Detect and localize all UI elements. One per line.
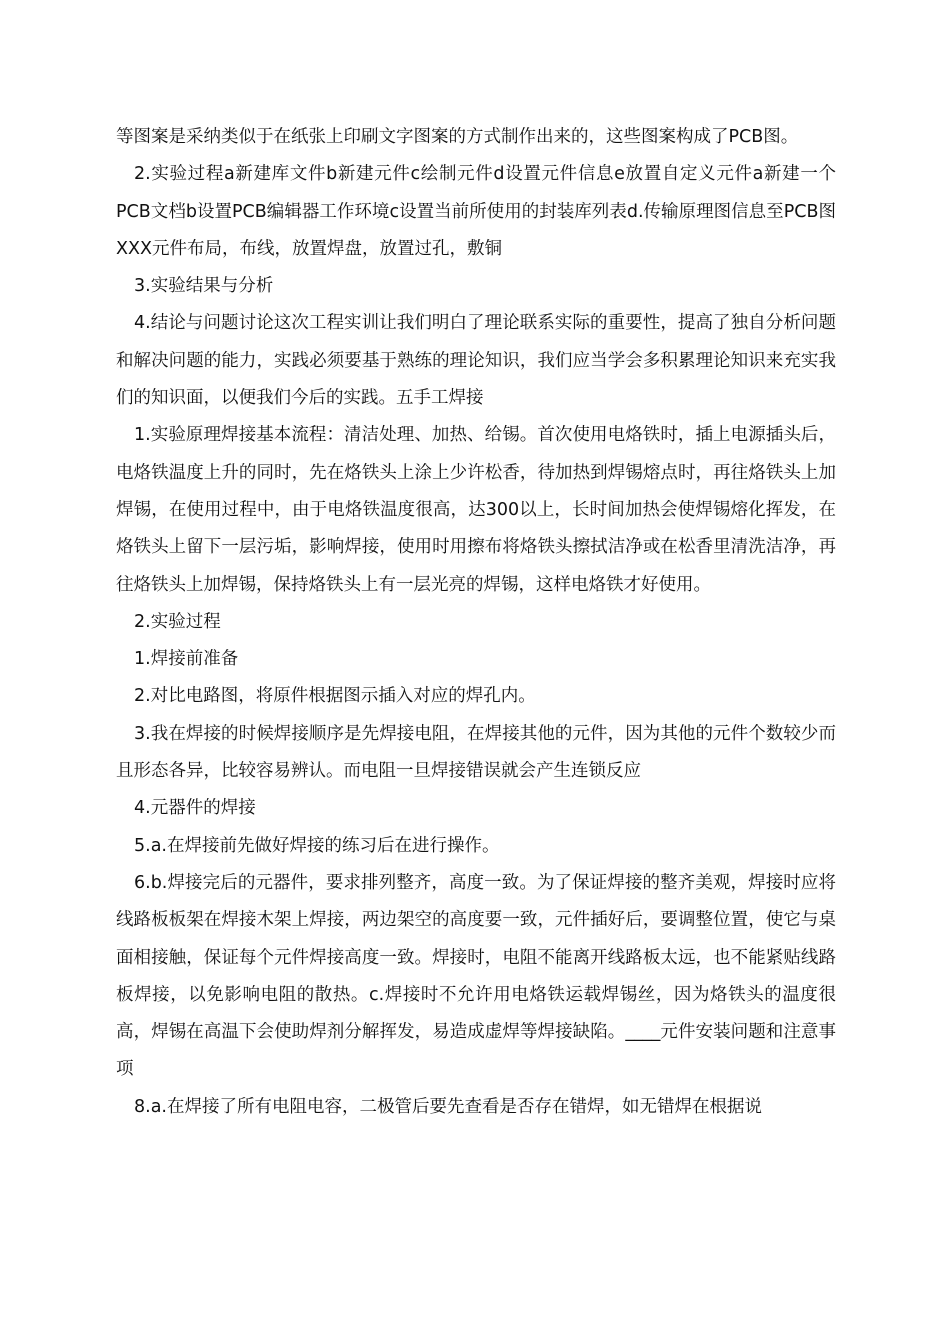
document-page — [116, 119, 836, 1126]
paragraph-welding-order: 3.我在焊接的时候焊接顺序是先焊接电阻，在焊接其他的元件，因为其他的元件个数较少而且形态各异，比较容易辨认。而电阻一旦焊接错误就会产生连锁反应 — [116, 723, 836, 782]
paragraph-continuation: 等图案是采纳类似于在纸张上印刷文字图案的方式制作出来的，这些图案构成了PCB图。 — [116, 127, 799, 147]
paragraph-component-welding: 4.元器件的焊接 — [134, 798, 256, 819]
paragraph-welding-process-heading: 2.实验过程 — [134, 611, 221, 632]
paragraph-welding-requirements: 6.b.焊接完后的元器件，要求排列整齐，高度一致。为了保证焊接的整齐美观，焊接时应将线路板板架在焊接木架上焊接，两边架空的高度要一致，元件插好后，要调整位置，使它与桌面相接触，保证每个元件焊接高度一致。焊接时，电阻不能离开线路板太远，也不能紧贴线路板焊接，以免影响电阻的散热。c.焊接时不允许用电烙铁运载焊锡丝，因为烙铁头的温度很高，焊锡在高温下会使助焊剂分解挥发，易造成虚焊等焊接缺陷。____元件安装问题和注意事项 — [116, 872, 836, 1080]
paragraph-circuit-compare: 2.对比电路图，将原件根据图示插入对应的焊孔内。 — [134, 686, 536, 707]
paragraph-welding-principle: 1.实验原理焊接基本流程：清洁处理、加热、给锡。首次使用电烙铁时，插上电源插头后，电烙铁温度上升的同时，先在烙铁头上涂上少许松香，待加热到焊锡熔点时，再往烙铁头上加焊锡，在使用过程中，由于电烙铁温度很高，达300以上，长时间加热会使焊锡熔化挥发，在烙铁头上留下一层污垢，影响焊接，使用时用擦布将烙铁头擦拭洁净或在松香里清洗洁净，再往烙铁头上加焊锡，保持烙铁头上有一层光亮的焊锡，这样电烙铁才好使用。 — [116, 425, 836, 595]
paragraph-practice-first: 5.a.在焊接前先做好焊接的练习后在进行操作。 — [134, 835, 500, 856]
paragraph-preparation: 1.焊接前准备 — [134, 649, 239, 670]
paragraph-results-heading: 3.实验结果与分析 — [134, 276, 274, 297]
paragraph-conclusion: 4.结论与问题讨论这次工程实训让我们明白了理论联系实际的重要性，提高了独自分析问题和解决问题的能力，实践必须要基于熟练的理论知识，我们应当学会多积累理论知识来充实我们的知识面，以便我们今后的实践。五手工焊接 — [116, 313, 836, 409]
paragraph-check-errors: 8.a.在焊接了所有电阻电容，二极管后要先查看是否存在错焊，如无错焊在根据说 — [134, 1096, 762, 1117]
paragraph-experiment-process: 2.实验过程a新建库文件b新建元件c绘制元件d设置元件信息e放置自定义元件a新建一个PCB文档b设置PCB编辑器工作环境c设置当前所使用的封装库列表d.传输原理图信息至PCB图XXX元件布局，布线，放置焊盘，放置过孔，敷铜 — [116, 164, 836, 259]
